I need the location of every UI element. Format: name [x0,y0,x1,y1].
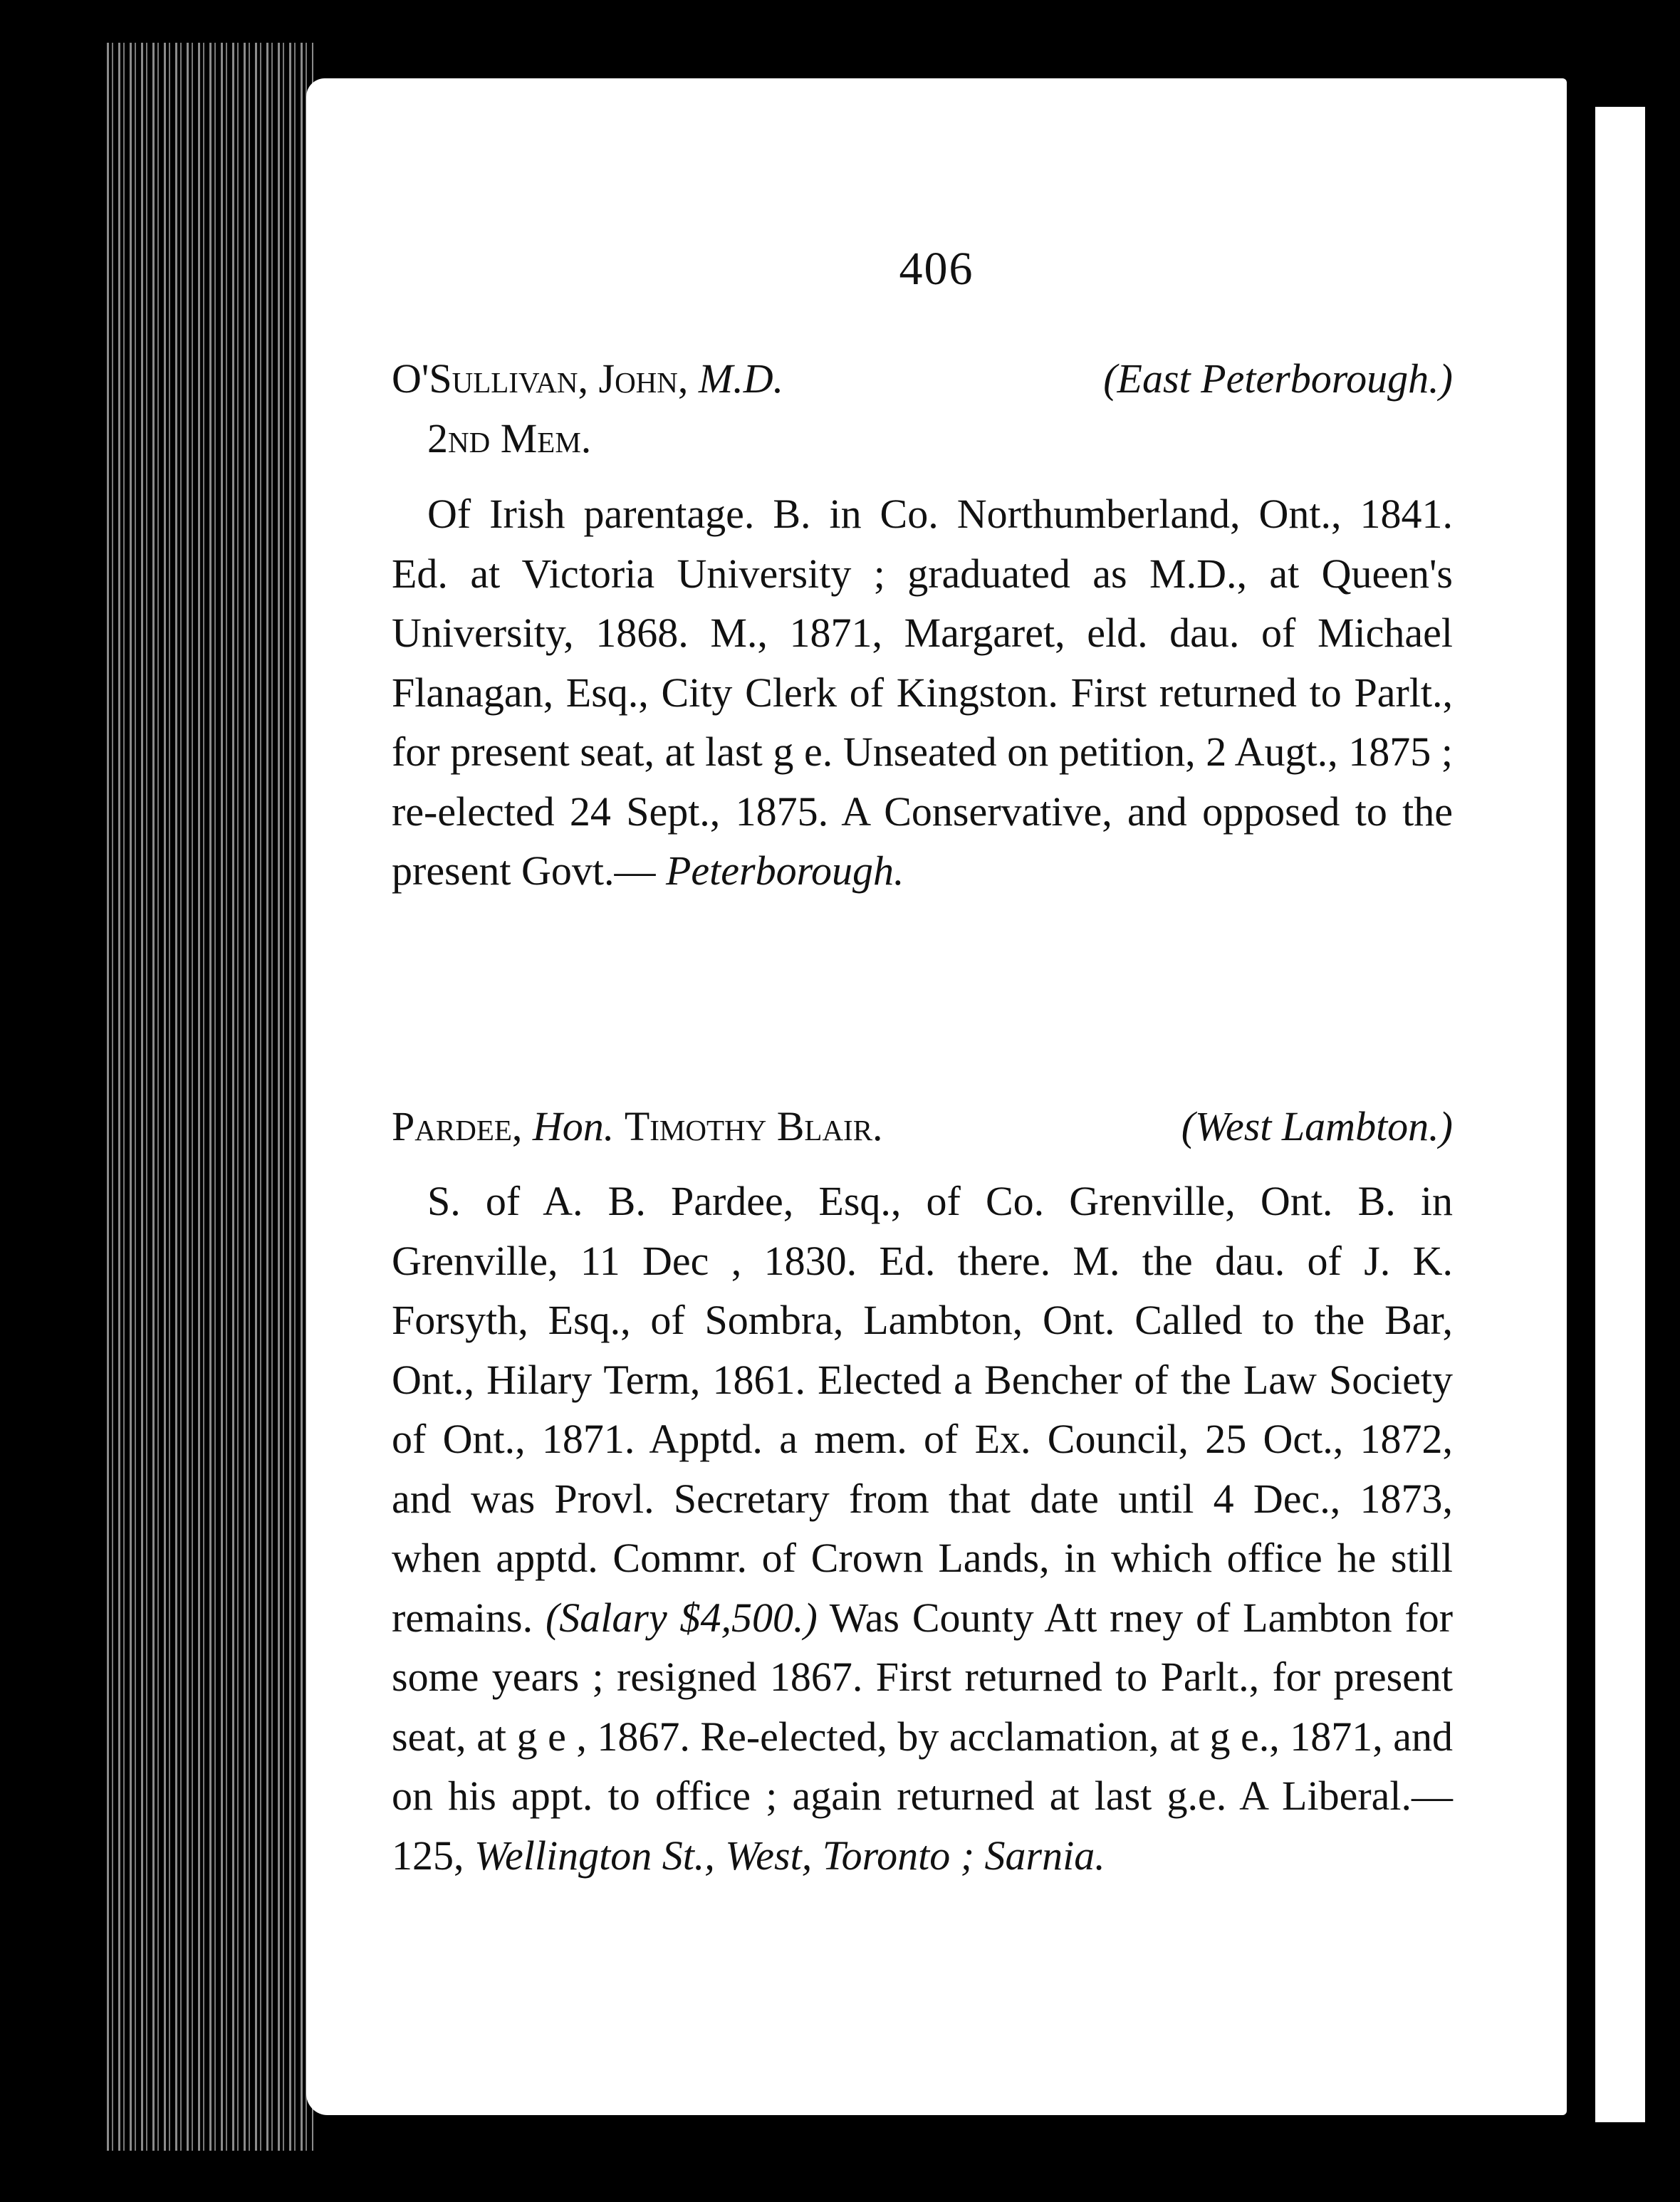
comma: , [677,355,699,402]
residence: Wellington St., West, Toronto ; Sarnia. [474,1832,1105,1879]
given-name: Timothy Blair. [624,1103,883,1149]
surname: O'Sullivan [392,355,578,402]
entry-bio-pardee [392,1172,1453,1885]
comma: , [578,355,599,402]
bio-text-continued: Was County Att rney of Lambton for some years ; resigned 1867. First returned to Parlt., for present seat, at g e , 1867. Re-elected, by acclamation, at g e., 1871, and on his appt. to office ; again returned at last g.e. A Liberal.—125, [392,1594,1454,1879]
salary: (Salary $4,500.) [545,1594,818,1641]
title: Hon. [532,1103,615,1149]
page-number: 406 [899,243,974,295]
entry-bio-osullivan [392,484,1453,901]
constituency: (West Lambton.) [1181,1103,1453,1149]
entry-heading-osullivan [392,349,1453,469]
member-rank: 2nd Mem. [427,415,592,461]
surname: Pardee, [392,1103,523,1149]
bio-text: S. of A. B. Pardee, Esq., of Co. Grenville, Ont. B. in Grenville, 11 Dec , 1830. Ed. there. M. the dau. of J. K. Forsyth, Esq., of Sombra, Lambton, Ont. Called to the Bar, Ont., Hilary Term, 1861. Elected a Bencher of the Law Society of Ont., 1871. Apptd. a mem. of Ex. Council, 25 Oct., 1872, and was Provl. Secretary from that date until 4 Dec., 1873, when apptd. Commr. of Crown Lands, in which office he still remains. [392,1178,1453,1641]
book-page [306,78,1567,2115]
next-page-edge [1595,107,1645,2122]
given-name: John [598,355,678,402]
residence: Peterborough. [666,847,904,894]
suffix: M.D. [698,355,784,402]
constituency: (East Peterborough.) [1103,355,1453,402]
entry-heading-pardee [392,1097,1453,1157]
bio-text: Of Irish parentage. B. in Co. Northumberland, Ont., 1841. Ed. at Victoria University ; graduated as M.D., at Queen's University, 1868. M., 1871, Margaret, eld. dau. of Michael Flanagan, Esq., City Clerk of Kingston. First returned to Parlt., for present seat, at last g e. Unseated on petition, 2 Augt., 1875 ; re-elected 24 Sept., 1875. A Conservative, and opposed to the present Govt.— [392,491,1453,894]
page-edge-gutter [107,43,313,2151]
